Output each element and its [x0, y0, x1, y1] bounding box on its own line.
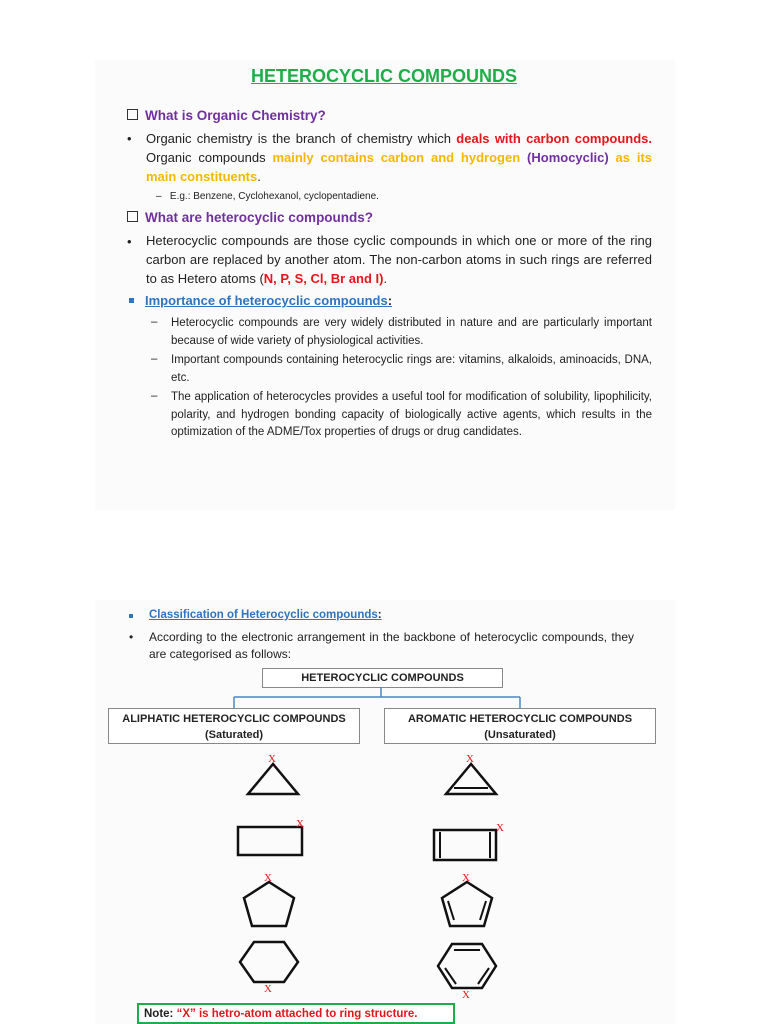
four-membered-ring-unsaturated-icon: [428, 818, 514, 864]
highlight-red: deals with carbon compounds.: [456, 131, 652, 146]
hetero-atom-label: X: [296, 818, 304, 830]
hetero-atom-label: X: [466, 753, 474, 765]
note-text: “X” is hetro-atom attached to ring structure.: [176, 1008, 418, 1020]
heading-text: Classification of Heterocyclic compounds: [149, 609, 378, 621]
three-membered-ring-saturated-icon: [240, 752, 310, 798]
category-title: AROMATIC HETEROCYCLIC COMPOUNDS: [407, 713, 633, 725]
category-subtitle: (Unsaturated): [484, 729, 556, 741]
bullet-dot-icon: •: [127, 131, 132, 146]
hetero-atom-label: X: [264, 872, 272, 884]
five-membered-ring-saturated-icon: [234, 870, 304, 930]
highlight-purple: (Homocyclic): [527, 150, 609, 165]
classification-text: According to the electronic arrangement in the backbone of heterocyclic compounds, they are categorised as follows:: [149, 630, 634, 661]
six-membered-ring-saturated-icon: [234, 936, 304, 1000]
highlight-gold: mainly contains carbon and hydrogen: [272, 150, 521, 165]
dash-icon: –: [151, 353, 158, 365]
note-label: Note:: [144, 1008, 174, 1020]
note-box: [137, 1003, 455, 1024]
heading-colon: :: [377, 609, 382, 621]
question-text: What are heterocyclic compounds?: [145, 210, 374, 225]
three-membered-ring-unsaturated-icon: [438, 752, 508, 798]
text-run: Organic chemistry is the branch of chemistry which: [146, 131, 457, 146]
page-title: HETEROCYCLIC COMPOUNDS: [250, 66, 517, 86]
hetero-atom-label: X: [264, 983, 272, 995]
six-membered-ring-unsaturated-icon: [432, 936, 504, 1002]
hetero-atom-label: X: [268, 753, 276, 765]
dash-icon: –: [151, 316, 158, 328]
hetero-atom-label: X: [462, 872, 470, 884]
example-text: E.g.: Benzene, Cyclohexanol, cyclopentadiene.: [169, 191, 379, 202]
text-run: Heterocyclic compounds are those cyclic compounds in which one or more of the ring carbon are replaced by another atom. The non-carbon atoms in such rings are referred to as Hetero atoms (: [146, 233, 652, 286]
bullet-dot-icon: •: [129, 630, 134, 644]
importance-item: The application of heterocycles provides a useful tool for modification of solubility, lipophilicity, polarity, and hydrogen bonding capacity of biologically active agents, which results in the optimization of the ADME/Tox properties of drugs or drug candidates.: [171, 391, 652, 438]
root-category-box: HETEROCYCLIC COMPOUNDS: [262, 668, 503, 688]
heading-colon: :: [387, 293, 393, 308]
text-run: Organic compounds: [146, 150, 273, 165]
aliphatic-category-box: [108, 708, 360, 744]
heading-text: Importance of heterocyclic compounds: [145, 293, 388, 308]
text-run: .: [383, 271, 388, 286]
category-title: ALIPHATIC HETEROCYCLIC COMPOUNDS: [122, 713, 346, 725]
importance-item: Important compounds containing heterocyclic rings are: vitamins, alkaloids, aminoacids, DNA, etc.: [171, 354, 652, 384]
hetero-atom-label: X: [496, 822, 504, 834]
question-text: What is Organic Chemistry?: [145, 108, 326, 123]
five-membered-ring-unsaturated-icon: [432, 870, 502, 930]
category-subtitle: (Saturated): [204, 729, 264, 741]
importance-item: Heterocyclic compounds are very widely distributed in nature and are particularly important because of wide variety of physiological activities.: [171, 317, 652, 347]
four-membered-ring-saturated-icon: [232, 818, 312, 860]
hetero-atom-label: X: [462, 989, 470, 1001]
dash-icon: –: [156, 191, 170, 202]
bullet-dot-icon: •: [127, 234, 132, 249]
text-run: .: [257, 169, 261, 184]
highlight-gold: as its main constituents: [146, 150, 653, 184]
highlight-red: N, P, S, Cl, Br and I): [263, 271, 384, 286]
dash-icon: –: [151, 390, 158, 402]
aromatic-category-box: [384, 708, 656, 744]
